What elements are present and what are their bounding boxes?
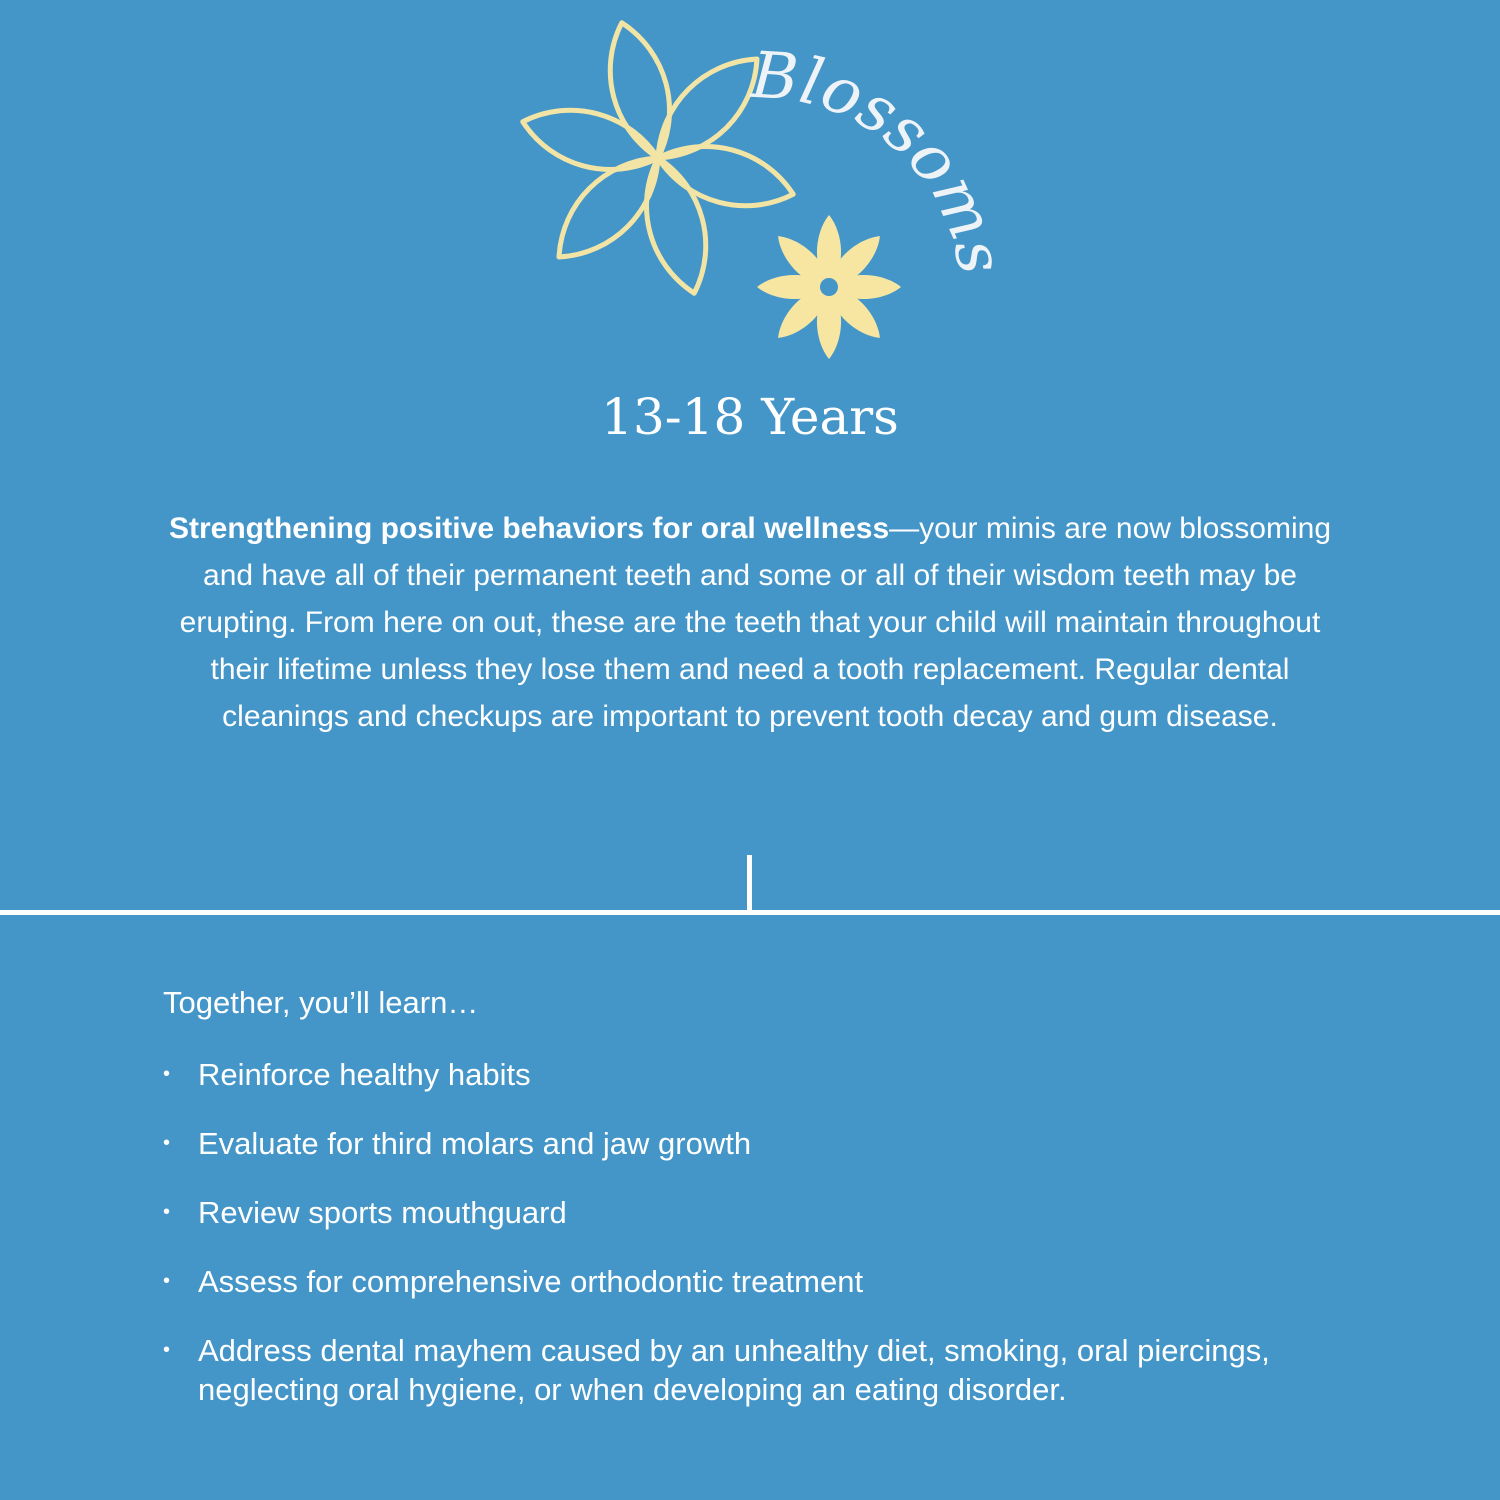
age-range-title: 13-18 Years bbox=[601, 388, 899, 446]
list-item: • Review sports mouthguard bbox=[163, 1193, 1343, 1232]
section-divider bbox=[0, 910, 1500, 915]
intro-bold-lead: Strengthening positive behaviors for oral wellness bbox=[168, 512, 890, 545]
list-item: • Evaluate for third molars and jaw growth bbox=[163, 1124, 1343, 1163]
learn-list bbox=[163, 1055, 1343, 1439]
list-item: • Assess for comprehensive orthodontic treatment bbox=[163, 1262, 1343, 1301]
intro-paragraph bbox=[165, 505, 1335, 740]
solid-flower-icon bbox=[757, 215, 901, 359]
list-item: • Reinforce healthy habits bbox=[163, 1055, 1343, 1094]
divider-tick bbox=[747, 855, 752, 913]
logo-wordmark: Blossoms bbox=[748, 38, 1018, 280]
blossoms-logo bbox=[0, 0, 1500, 380]
intro-body: —your minis are now blossoming and have all of their permanent teeth and some or all of their wisdom teeth may be erupting. From here on out, these are the teeth that your child will maintain throughout their lifetime unless they lose them and need a tooth replacement. Regular dental cleanings and checkups are important to prevent tooth decay and gum disease. bbox=[179, 512, 1331, 733]
learn-heading: Together, you’ll learn… bbox=[163, 985, 479, 1020]
list-item: • Address dental mayhem caused by an unhealthy diet, smoking, oral piercings, neglecting oral hygiene, or when developing an eating disorder. bbox=[163, 1331, 1343, 1409]
